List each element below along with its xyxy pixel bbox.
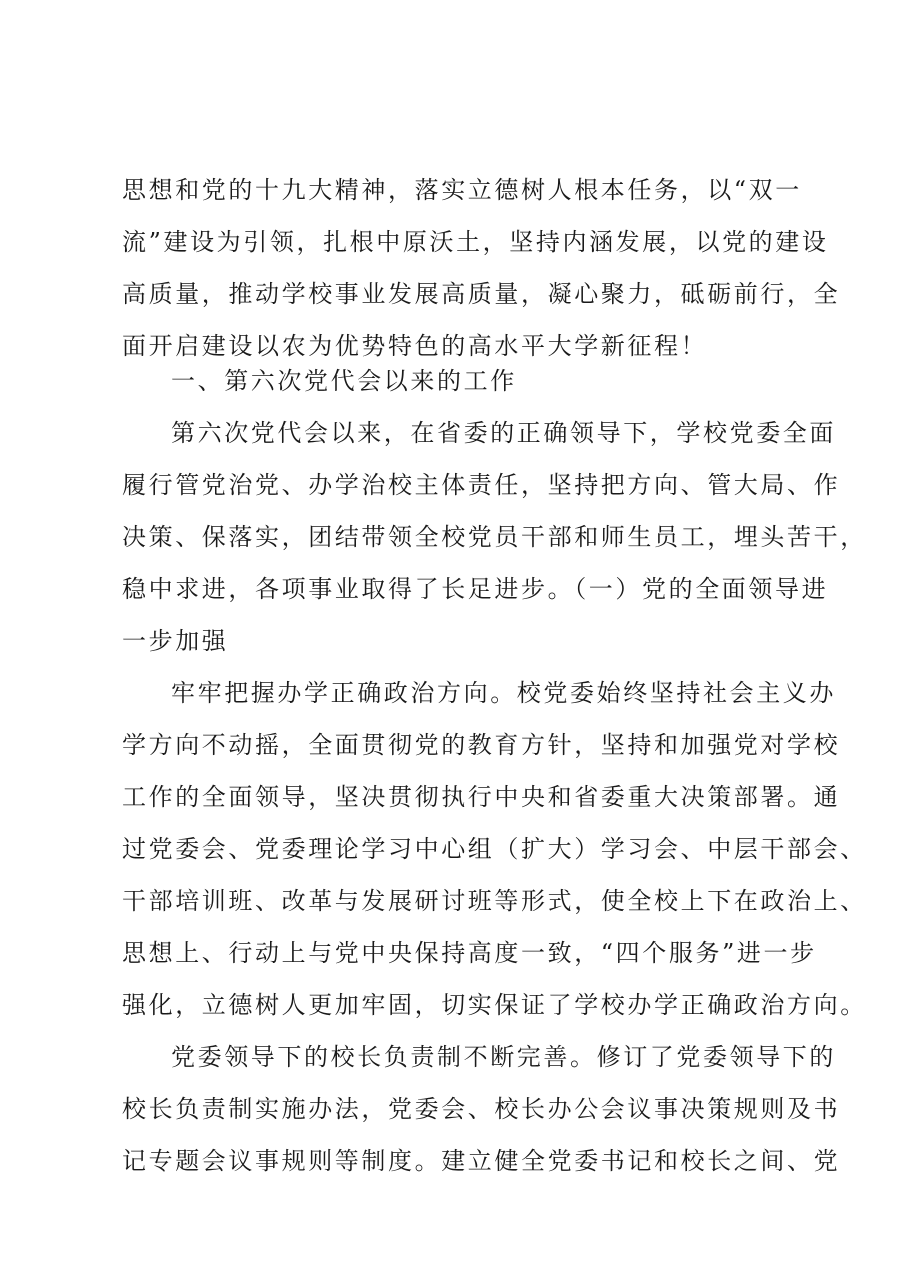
text-line-16: 思想上、行动上与党中央保持高度一致，“四个服务”进一步 (122, 939, 817, 967)
text-line-19: 校长负责制实施办法，党委会、校长办公会议事决策规则及书 (122, 1095, 841, 1123)
text-line-13: 工作的全面领导，坚决贯彻执行中央和省委重大决策部署。通 (122, 783, 841, 811)
text-line-7: 履行管党治党、办学治校主体责任，坚持把方向、管大局、作 (122, 471, 841, 499)
text-line-18: 党委领导下的校长负责制不断完善。修订了党委领导下的 (171, 1043, 836, 1071)
text-line-12: 学方向不动摇，全面贯彻党的教育方针，坚持和加强党对学校 (122, 731, 841, 759)
text-line-15: 干部培训班、改革与发展研讨班等形式，使全校上下在政治上、 (122, 887, 867, 915)
section-heading: 一、第六次党代会以来的工作 (171, 367, 517, 395)
text-line-11: 牢牢把握办学正确政治方向。校党委始终坚持社会主义办 (171, 679, 836, 707)
text-line-20: 记专题会议事规则等制度。建立健全党委书记和校长之间、党 (122, 1147, 841, 1175)
text-line-14: 过党委会、党委理论学习中心组（扩大）学习会、中层干部会、 (122, 835, 867, 863)
text-line-4: 面开启建设以农为优势特色的高水平大学新征程！ (122, 332, 708, 360)
text-line-3: 高质量，推动学校事业发展高质量，凝心聚力，砥砺前行，全 (122, 280, 841, 308)
text-line-6: 第六次党代会以来，在省委的正确领导下，学校党委全面 (171, 419, 836, 447)
text-line-2: 流”建设为引领，扎根中原沃土，坚持内涵发展，以党的建设 (122, 228, 829, 256)
text-line-1: 思想和党的十九大精神，落实立德树人根本任务，以“双一 (122, 176, 802, 204)
text-line-8: 决策、保落实，团结带领全校党员干部和师生员工，埋头苦干， (122, 523, 867, 551)
subsection-heading-tail: 一步加强 (122, 627, 229, 655)
text-line-9: 稳中求进，各项事业取得了长足进步。（一）党的全面领导进 (122, 575, 829, 603)
text-line-17: 强化，立德树人更加牢固，切实保证了学校办学正确政治方向。 (122, 991, 867, 1019)
